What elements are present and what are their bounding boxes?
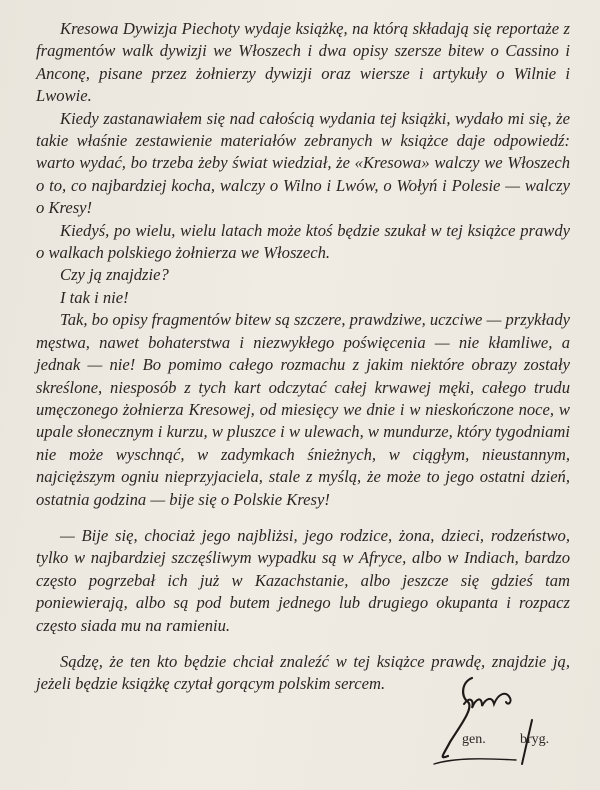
paragraph-families: — Bije się, chociaż jego najbliżsi, jego rodzice, żona, dzieci, rodzeństwo, tylko w najbardziej szczęśliwym wypadku są w Afryce, albo w Indiach, bardzo często pogrzebał ich już w Kazachstanie, albo jeszcze się gdzieś tam poniewierają, albo są pod butem jednego lub drugiego okupanta i rozpacz często siada mu na ramieniu.: [36, 525, 570, 635]
paragraph-decision: Kiedy zastanawiałem się nad całością wydania tej książki, wydało mi się, że takie właśnie zestawienie materiałów zebranych w książce daje odpowiedź: warto wydać, bo trzeba żeby świat wiedział, że «Kresowa» walczy we Włoszech o to, co najbardziej kocha, walczy o Wilno i Lwów, o Wołyń i Polesie — walczy o Kresy!: [36, 108, 570, 218]
preface-text: [36, 18, 570, 696]
paragraph-truth: Tak, bo opisy fragmentów bitew są szczere, prawdziwe, uczciwe — przykłady męstwa, nawet bohaterstwa i niezwykłego poświęcenia — nie kłamliwe, a jednak — nie! Bo pomimo całego rozmachu z jakim niektóre obrazy zostały skreślone, niesposób z tych kart odczytać całej krwawej męki, całego trudu umęczonego żołnierza Kresowej, od miesięcy we dnie i w nieskończone noce, w upale słonecznym i kurzu, w pluszce i w ulewach, w mundurze, który tygodniami nie może wyschnąć, w zadymkach śnieżnych, w ciągłym, nieustannym, najcięższym ogniu nieprzyjaciela, stale z myślą, że może to jego ostatni dzień, ostatnia godzina — bije się o Polskie Kresy!: [36, 310, 570, 509]
paragraph-question: Czy ją znajdzie?: [60, 265, 169, 285]
paragraph-intro: Kresowa Dywizja Piechoty wydaje książkę, na którą składają się reportaże z fragmentów walk dywizji we Włoszech i dwa opisy szersze bitew o Cassino i Anconę, pisane przez żołnierzy dywizji oraz wiersze i artykuły o Wilnie i Lwowie.: [36, 19, 570, 106]
paragraph-answer: I tak i nie!: [60, 287, 129, 307]
handwritten-signature: [420, 668, 580, 768]
rank-brigade: bryg.: [520, 732, 550, 747]
paragraph-future-reader: Kiedyś, po wielu, wielu latach może ktoś będzie szukał w tej książce prawdy o walkach polskiego żołnierza we Włoszech.: [36, 220, 570, 263]
signature-block: [420, 668, 580, 768]
paragraph-closing: Sądzę, że ten kto będzie chciał znaleźć w tej książce prawdę, znajdzie ją, jeżeli będzie książkę czytał gorącym polskim sercem.: [36, 651, 570, 694]
rank-general: gen.: [462, 732, 486, 747]
